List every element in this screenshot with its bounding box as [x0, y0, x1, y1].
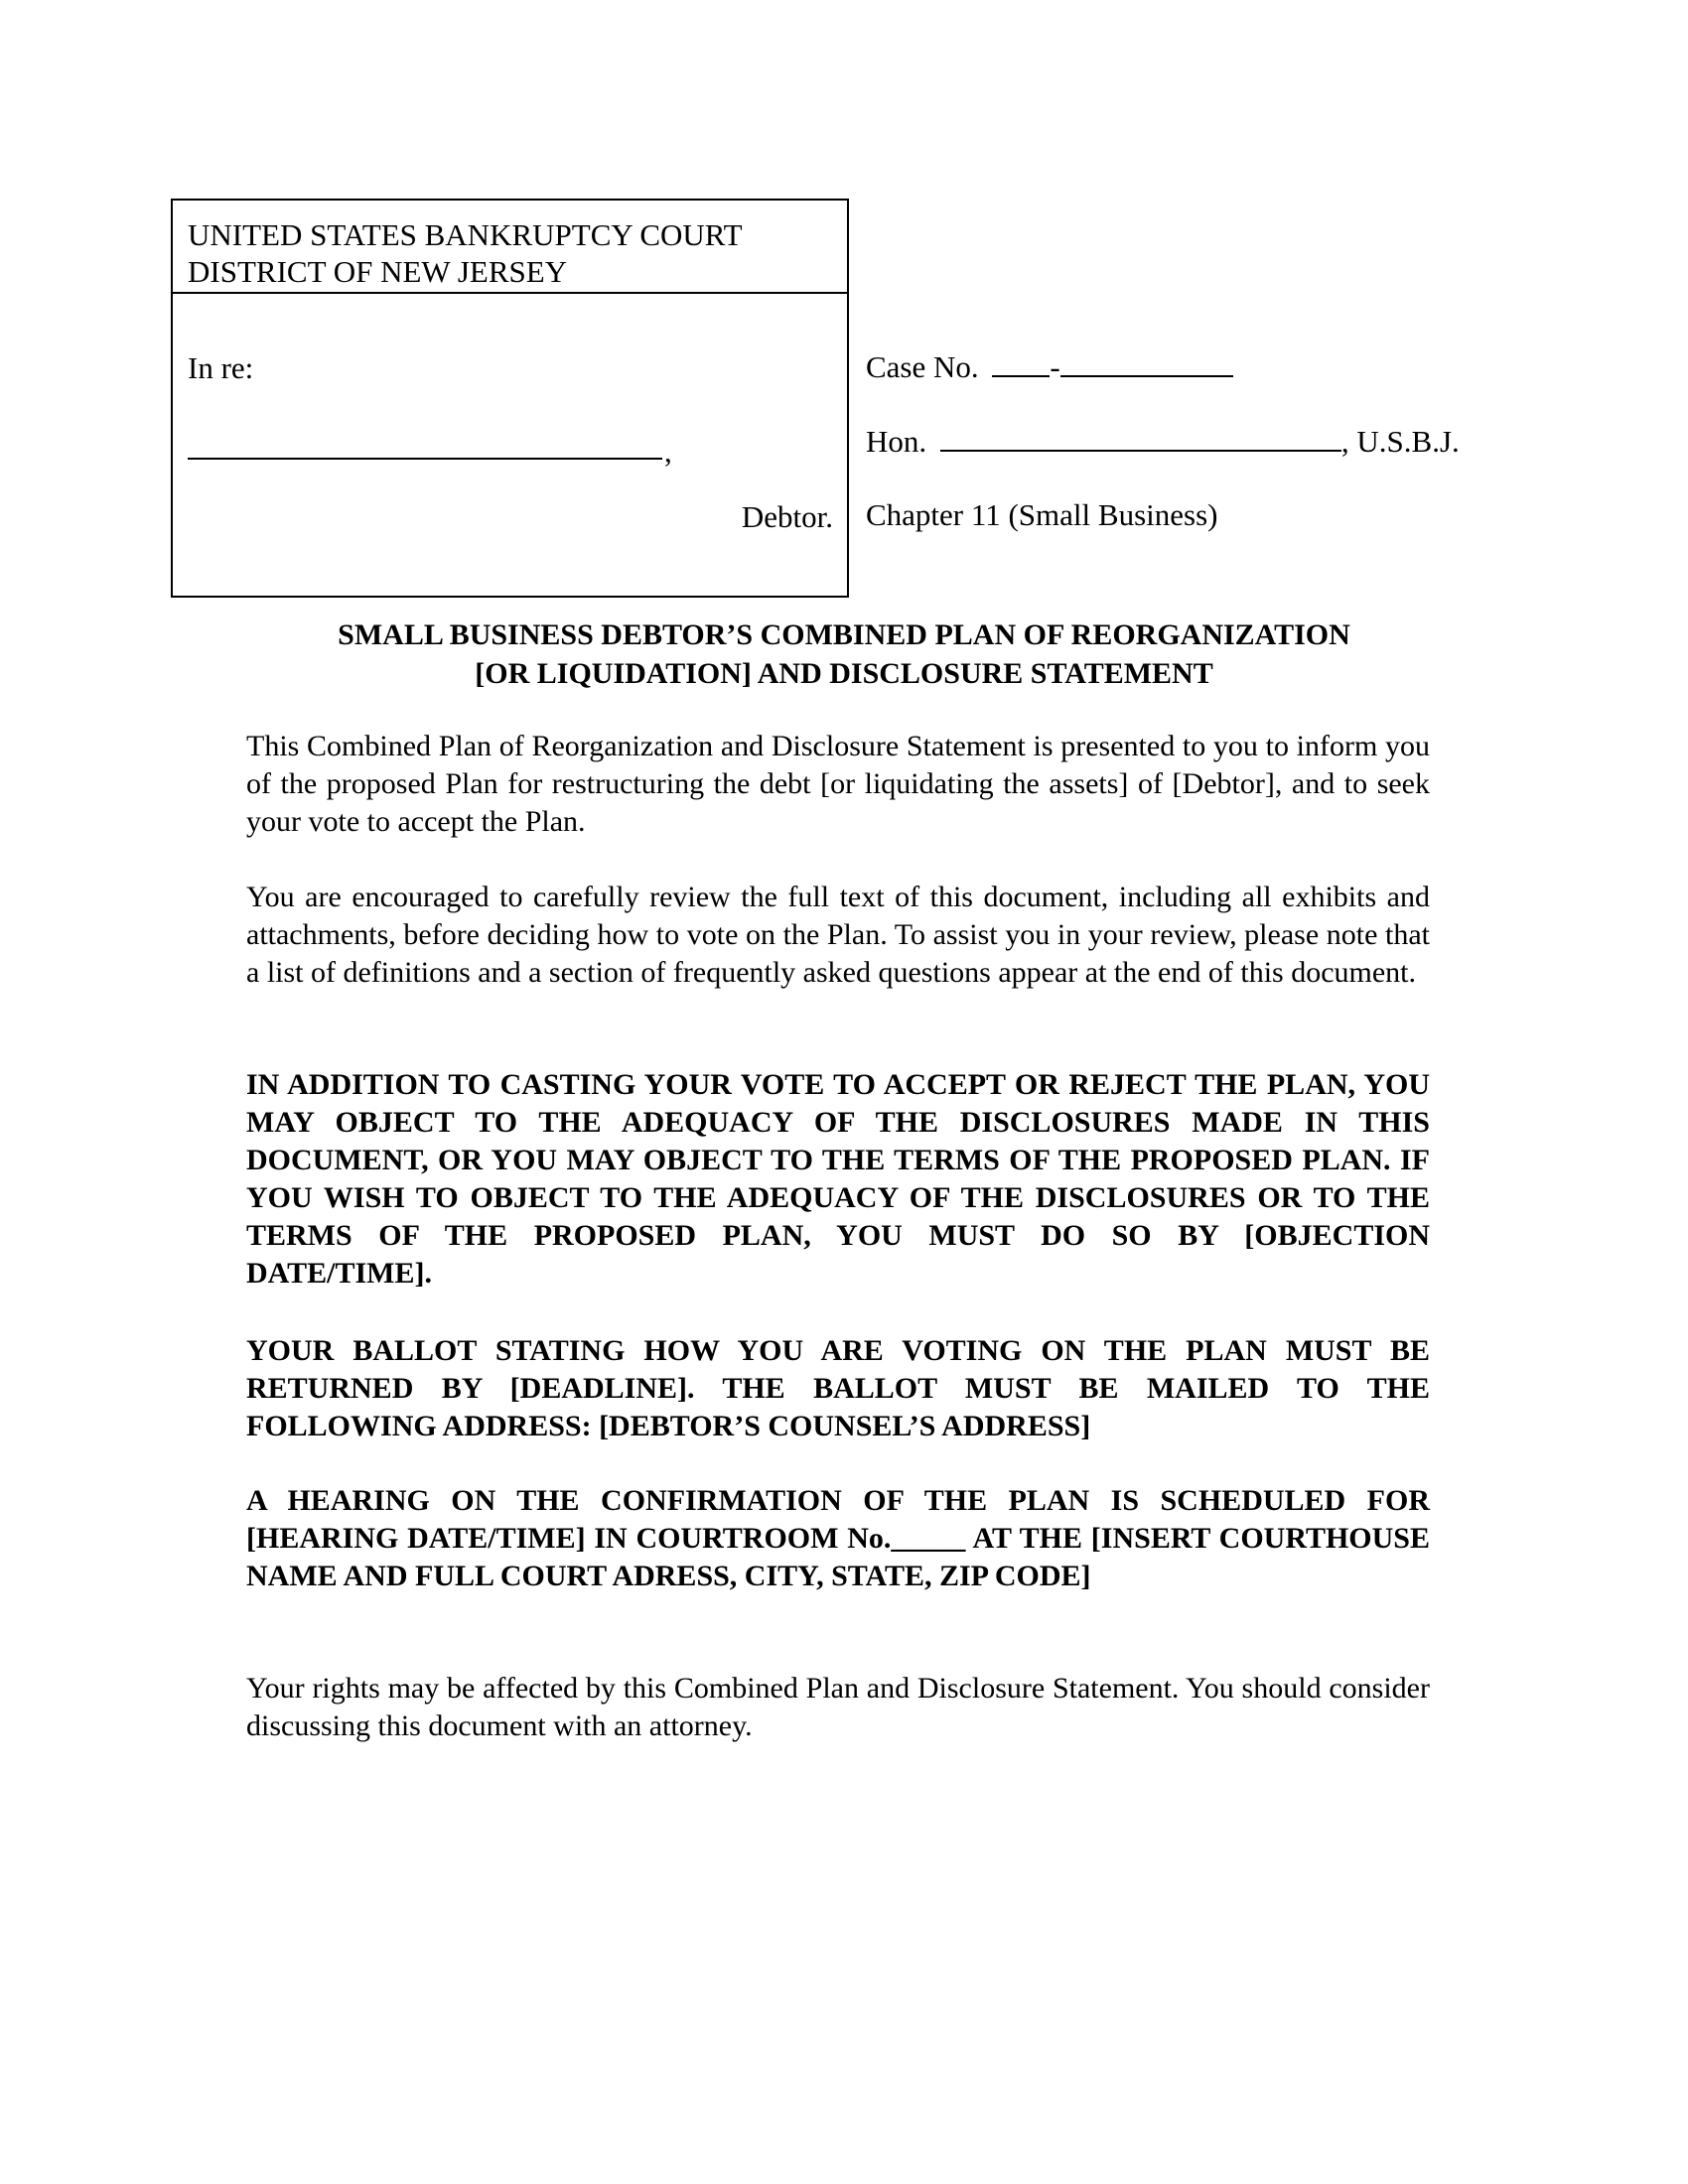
court-district: DISTRICT OF NEW JERSEY — [188, 254, 568, 289]
in-re-label: In re: — [188, 350, 254, 385]
review-paragraph: You are encouraged to carefully review the full text of this document, including all exhibits and attachments, before deciding how to vote on the Plan. To assist you in your review, please note that a list of definitions and a section of frequently asked questions appear at the end of this document. — [246, 881, 1430, 989]
case-no-dash: - — [1050, 349, 1060, 384]
objection-notice: IN ADDITION TO CASTING YOUR VOTE TO ACCEPT OR REJECT THE PLAN, YOU MAY OBJECT TO THE ADEQUACY OF THE DISCLOSURES MADE IN THIS DOCUMENT, OR YOU MAY OBJECT TO THE TERMS OF THE PROPOSED PLAN. IF YOU WISH TO OBJECT TO THE ADEQUACY OF THE DISCLOSURES OR TO THE TERMS OF THE PROPOSED PLAN, YOU MUST DO SO BY [OBJECTION DATE/TIME]. — [246, 1068, 1430, 1290]
debtor-name-rule — [188, 458, 662, 460]
court-header — [173, 201, 847, 294]
ballot-notice: YOUR BALLOT STATING HOW YOU ARE VOTING ON THE PLAN MUST BE RETURNED BY [DEADLINE]. THE BALLOT MUST BE MAILED TO THE FOLLOWING ADDRESS: [DEBTOR’S COUNSEL’S ADDRESS] — [246, 1334, 1430, 1442]
title-line-2: [OR LIQUIDATION] AND DISCLOSURE STATEMENT — [475, 657, 1213, 690]
document-title — [171, 615, 1517, 693]
debtor-label: Debtor. — [741, 499, 833, 534]
hon-label: Hon. — [866, 424, 927, 459]
hearing-notice: A HEARING ON THE CONFIRMATION OF THE PLAN IS SCHEDULED FOR [HEARING DATE/TIME] IN COURTROOM No._____ AT THE [INSERT COURTHOUSE NAME AND FULL COURT ADRESS, CITY, STATE, ZIP CODE] — [246, 1484, 1430, 1592]
rights-paragraph: Your rights may be affected by this Combined Plan and Disclosure Statement. You should consider discussing this document with an attorney. — [246, 1672, 1430, 1742]
case-no-label: Case No. — [866, 349, 979, 384]
case-no-blank-1 — [992, 347, 1050, 377]
title-line-1: SMALL BUSINESS DEBTOR’S COMBINED PLAN OF REORGANIZATION — [338, 618, 1350, 651]
judge-line — [866, 422, 1460, 460]
case-no-blank-2 — [1060, 347, 1233, 377]
case-caption-box — [171, 199, 849, 598]
court-name: UNITED STATES BANKRUPTCY COURT — [188, 217, 743, 252]
intro-paragraph: This Combined Plan of Reorganization and Disclosure Statement is presented to you to inform you of the proposed Plan for restructuring the debt [or liquidating the assets] of [Debtor], and to seek your vote to accept the Plan. — [246, 730, 1430, 838]
judge-name-blank — [940, 422, 1341, 452]
usbj-label: , U.S.B.J. — [1340, 424, 1460, 459]
chapter-line: Chapter 11 (Small Business) — [866, 497, 1218, 532]
case-number-line — [866, 347, 1233, 385]
debtor-name-comma: , — [664, 434, 672, 469]
debtor-name-blank — [188, 424, 672, 469]
